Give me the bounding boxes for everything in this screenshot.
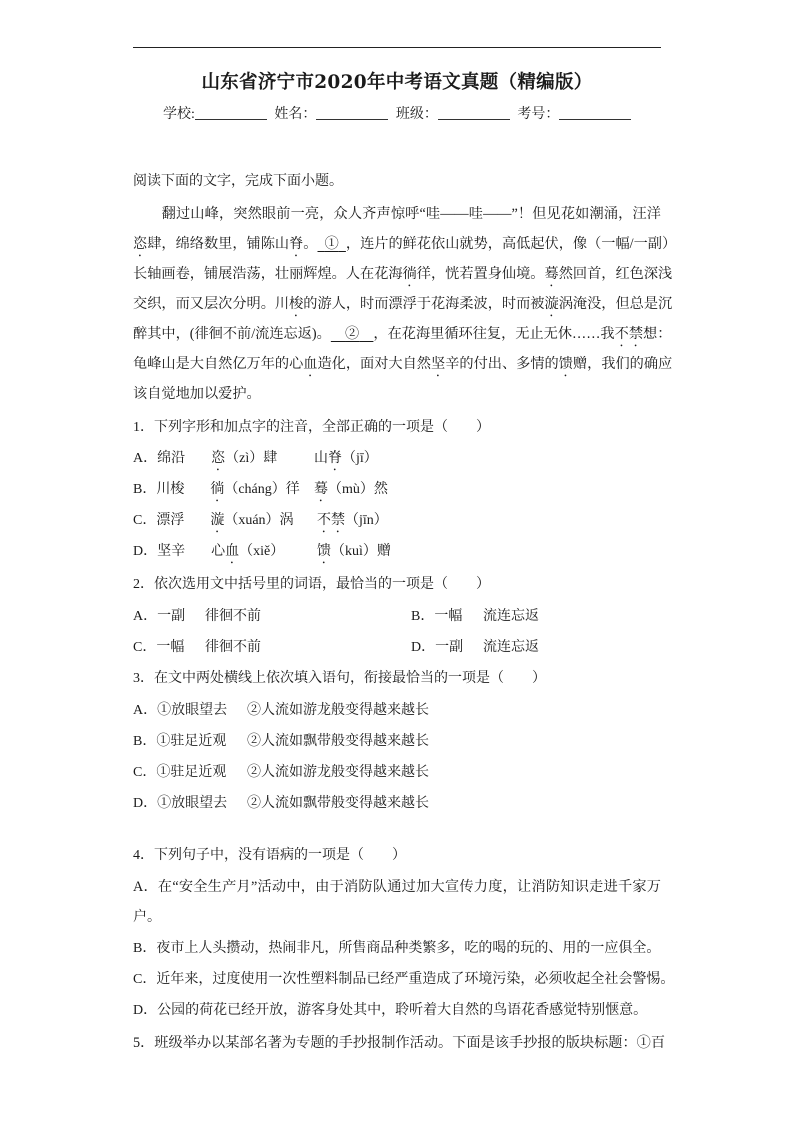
number-label: 考号： xyxy=(517,107,560,122)
passage-line: 长轴画卷，铺展浩荡，壮丽辉煌。人在花海徜徉，恍若置身仙境。蓦然回首，红色深浅 xyxy=(133,266,673,282)
reading-intro: 阅读下面的文字，完成下面小题。 xyxy=(133,174,343,189)
q3-option-c[interactable]: C．①驻足近观 ②人流如游龙般变得越来越长 xyxy=(133,765,429,780)
page-title: 山东省济宁市2020年中考语文真题（精编版） xyxy=(201,72,593,93)
blank-2: ② xyxy=(345,326,360,342)
q2-option-a[interactable]: A．一副 徘徊不前 xyxy=(133,609,261,624)
passage-line: 龟峰山是大自然亿万年的心血造化，面对大自然坚辛的付出、多情的馈赠，我们的确应 xyxy=(133,356,673,372)
question-3-stem: 3．在文中两处横线上依次填入语句，衔接最恰当的一项是（ ） xyxy=(133,671,546,686)
q2-option-c[interactable]: C．一幅 徘徊不前 xyxy=(133,640,261,655)
school-label: 学校: xyxy=(163,107,195,122)
school-blank[interactable] xyxy=(195,105,267,120)
q4-option-b[interactable]: B．夜市上人头攒动，热闹非凡，所售商品种类繁多，吃的喝的玩的、用的一应俱全。 xyxy=(133,941,661,956)
name-label: 姓名： xyxy=(274,107,317,122)
q2-option-d[interactable]: D．一副 流连忘返 xyxy=(411,640,539,655)
question-1-stem: 1．下列字形和加点字的注音，全部正确的一项是（ ） xyxy=(133,420,490,435)
passage-line: 醉其中，(徘徊不前/流连忘返)。 ② ，在花海里循环往复，无止无休……我不禁想： xyxy=(133,326,672,342)
q4-option-c[interactable]: C．近年来，过度使用一次性塑料制品已经严重造成了环境污染，必须收起全社会警惕。 xyxy=(133,972,675,987)
q1-option-c[interactable]: C．漂浮 漩（xuán）涡 不禁（jīn） xyxy=(133,513,388,528)
passage-line: 该自觉地加以爱护。 xyxy=(133,386,261,402)
question-5-stem: 5．班级举办以某部名著为专题的手抄报制作活动。下面是该手抄报的版块标题：①百 xyxy=(133,1035,666,1051)
passage-line: 翻过山峰，突然眼前一亮，众人齐声惊呼“哇——哇——”！但见花如潮涌，汪洋 xyxy=(133,206,661,222)
blank-1: ① xyxy=(324,236,339,252)
number-blank[interactable] xyxy=(559,105,631,120)
passage-line: 恣肆，绵络数里，铺陈山脊。 ① ，连片的鲜花依山就势，高低起伏，像（一幅/一副） xyxy=(133,236,677,252)
student-info-line xyxy=(163,103,635,123)
q1-option-d[interactable]: D．坚辛 心血（xiě） 馈（kuì）赠 xyxy=(133,544,391,559)
q3-option-b[interactable]: B．①驻足近观 ②人流如飘带般变得越来越长 xyxy=(133,734,429,749)
class-blank[interactable] xyxy=(438,105,510,120)
name-blank[interactable] xyxy=(316,105,388,120)
question-2-stem: 2．依次选用文中括号里的词语，最恰当的一项是（ ） xyxy=(133,577,490,592)
q4-option-d[interactable]: D．公园的荷花已经开放，游客身处其中，聆听着大自然的鸟语花香感觉特别惬意。 xyxy=(133,1003,648,1018)
header-rule xyxy=(133,47,661,48)
question-4-stem: 4．下列句子中，没有语病的一项是（ ） xyxy=(133,848,406,863)
passage-line: 交织，而又层次分明。川梭的游人，时而漂浮于花海柔波，时而被漩涡淹没，但总是沉 xyxy=(133,296,673,312)
class-label: 班级： xyxy=(395,107,438,122)
q1-option-a[interactable]: A．绵沿 恣（zì）肆 山脊（jī） xyxy=(133,451,378,466)
q4-option-a[interactable]: A．在“安全生产月”活动中，由于消防队通过加大宣传力度，让消防知识走进千家万 xyxy=(133,879,661,895)
q1-option-b[interactable]: B．川梭 徜（cháng）徉 蓦（mù）然 xyxy=(133,482,388,497)
q2-option-b[interactable]: B．一幅 流连忘返 xyxy=(411,609,539,624)
q3-option-d[interactable]: D．①放眼望去 ②人流如飘带般变得越来越长 xyxy=(133,796,429,811)
q4-option-a-cont: 户。 xyxy=(133,910,161,925)
q3-option-a[interactable]: A．①放眼望去 ②人流如游龙般变得越来越长 xyxy=(133,703,429,718)
